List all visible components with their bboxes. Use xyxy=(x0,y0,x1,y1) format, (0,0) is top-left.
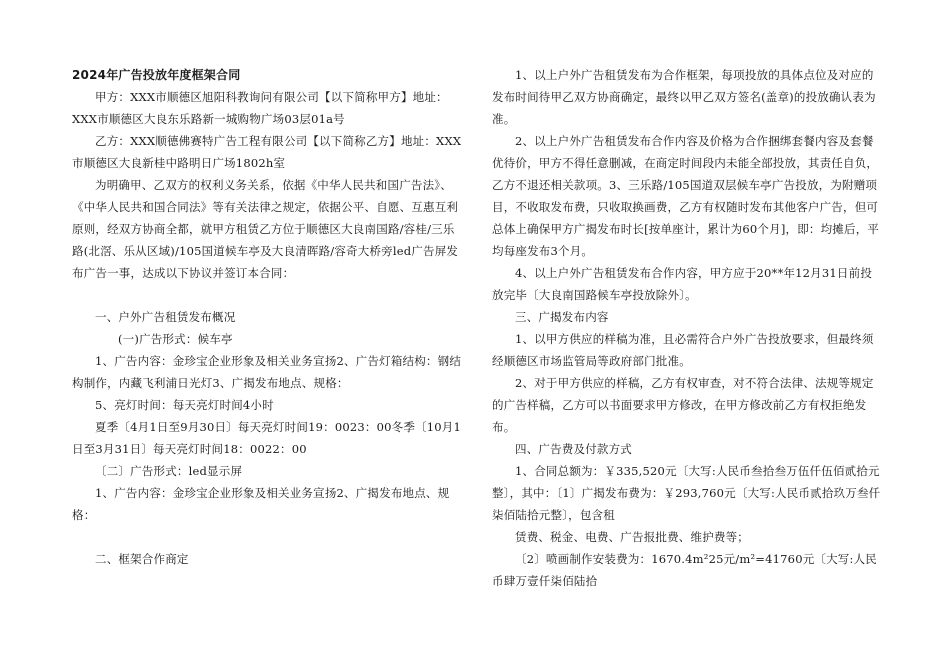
season-schedule-paragraph: 夏季〔4月1日至9月30日〕每天亮灯时间19：0023：00冬季〔10月1日至3月31日〕每天亮灯时间18：0022：00 xyxy=(72,420,461,456)
clause-paragraph: 2、对于甲方供应的样稿，乙方有权审查，对不符合法律、法规等规定的广告样稿，乙方可以书面要求甲方修改，在甲方修改前乙方有权拒绝发布。 xyxy=(492,376,874,434)
clause-paragraph: 4、以上户外广告租赁发布合作内容，甲方应于20**年12月31日前投放完毕〔大良南国路候车亭投放除外〕。 xyxy=(492,266,873,302)
left-column xyxy=(72,64,462,570)
payment-paragraph: 1、合同总额为：￥335,520元〔大写:人民币叁拾叁万伍仟伍佰贰拾元整〕，其中：〔1〕广揭发布费为：￥293,760元〔大写:人民币贰拾玖万叁仟柒佰陆拾元整〕，包含租 xyxy=(492,464,881,522)
payment-paragraph: 〔2〕喷画制作安装费为：1670.4m²25元/m²=41760元〔大写:人民币肆万壹仟柒佰陆拾 xyxy=(492,552,877,588)
lighting-time-paragraph: 5、亮灯时间：每天亮灯时间4小时 xyxy=(95,398,274,412)
subsection-heading-1: (一)广告形式：候车亭 xyxy=(118,332,233,346)
clause-paragraph: 1、广告内容：金珍宝企业形象及相关业务宣扬2、广告灯箱结构：钢结构制作，内藏飞利浦日光灯3、广揭发布地点、规格： xyxy=(72,354,462,390)
clause-paragraph: 2、以上户外广告租赁发布合作内容及价格为合作捆绑套餐内容及套餐优待价，甲方不得任意删减，在商定时间段内未能全部投放，其责任自负，乙方不退还相关款项。3、三乐路/105国道双层候车亭广告投放，为附赠项目，不收取发布费，只收取换画费，乙方有权随时发布其他客户广告，但可总体上确保甲方广揭发布时长[按单座计，累计为60个月]，即：均摊后，平均每座发布3个月。 xyxy=(492,134,880,258)
section-heading-4: 四、广告费及付款方式 xyxy=(515,442,632,456)
preamble-paragraph: 为明确甲、乙双方的权利义务关系，依据《中华人民共和国广告法》、《中华人民共和国合同法》等有关法律之规定，依据公平、自愿、互惠互利原则，经双方协商全都，就甲方租赁乙方位于顺德区大良南国路/容桂/三乐路(北滘、乐从区域)/105国道候车亭及大良清晖路/容奇大桥旁led广告屏发布广告一事，达成以下协议并签订本合同： xyxy=(72,178,459,280)
spacer xyxy=(72,526,462,548)
clause-paragraph: 1、广告内容：金珍宝企业形象及相关业务宣扬2、广揭发布地点、规格： xyxy=(72,486,450,522)
section-heading-2: 二、框架合作商定 xyxy=(95,552,189,566)
section-heading-3: 三、广揭发布内容 xyxy=(515,310,609,324)
right-column xyxy=(492,64,882,592)
payment-paragraph: 赁费、税金、电费、广告报批费、维护费等； xyxy=(515,530,749,544)
subsection-heading-2: 〔二〕广告形式：led显示屏 xyxy=(95,464,243,478)
spacer xyxy=(72,284,462,306)
party-b-paragraph: 乙方：XXX顺德佛赛特广告工程有限公司【以下简称乙方】地址：XXX市顺德区大良新桂中路明日广场1802h室 xyxy=(72,134,462,170)
section-heading-1: 一、户外广告租赁发布概况 xyxy=(95,310,236,324)
clause-paragraph: 1、以甲方供应的样稿为准，且必需符合户外广告投放要求，但最终须经顺德区市场监管局等政府部门批准。 xyxy=(492,332,874,368)
party-a-paragraph: 甲方：XXX市顺德区旭阳科教询问有限公司【以下简称甲方】地址：XXX市顺德区大良东乐路新一城购物广场03层01a号 xyxy=(72,90,448,126)
clause-paragraph: 1、以上户外广告租赁发布为合作框架，每项投放的具体点位及对应的发布时间待甲乙双方协商确定，最终以甲乙双方签名(盖章)的投放确认表为准。 xyxy=(492,68,876,126)
document-title: 2024年广告投放年度框架合同 xyxy=(72,68,241,82)
